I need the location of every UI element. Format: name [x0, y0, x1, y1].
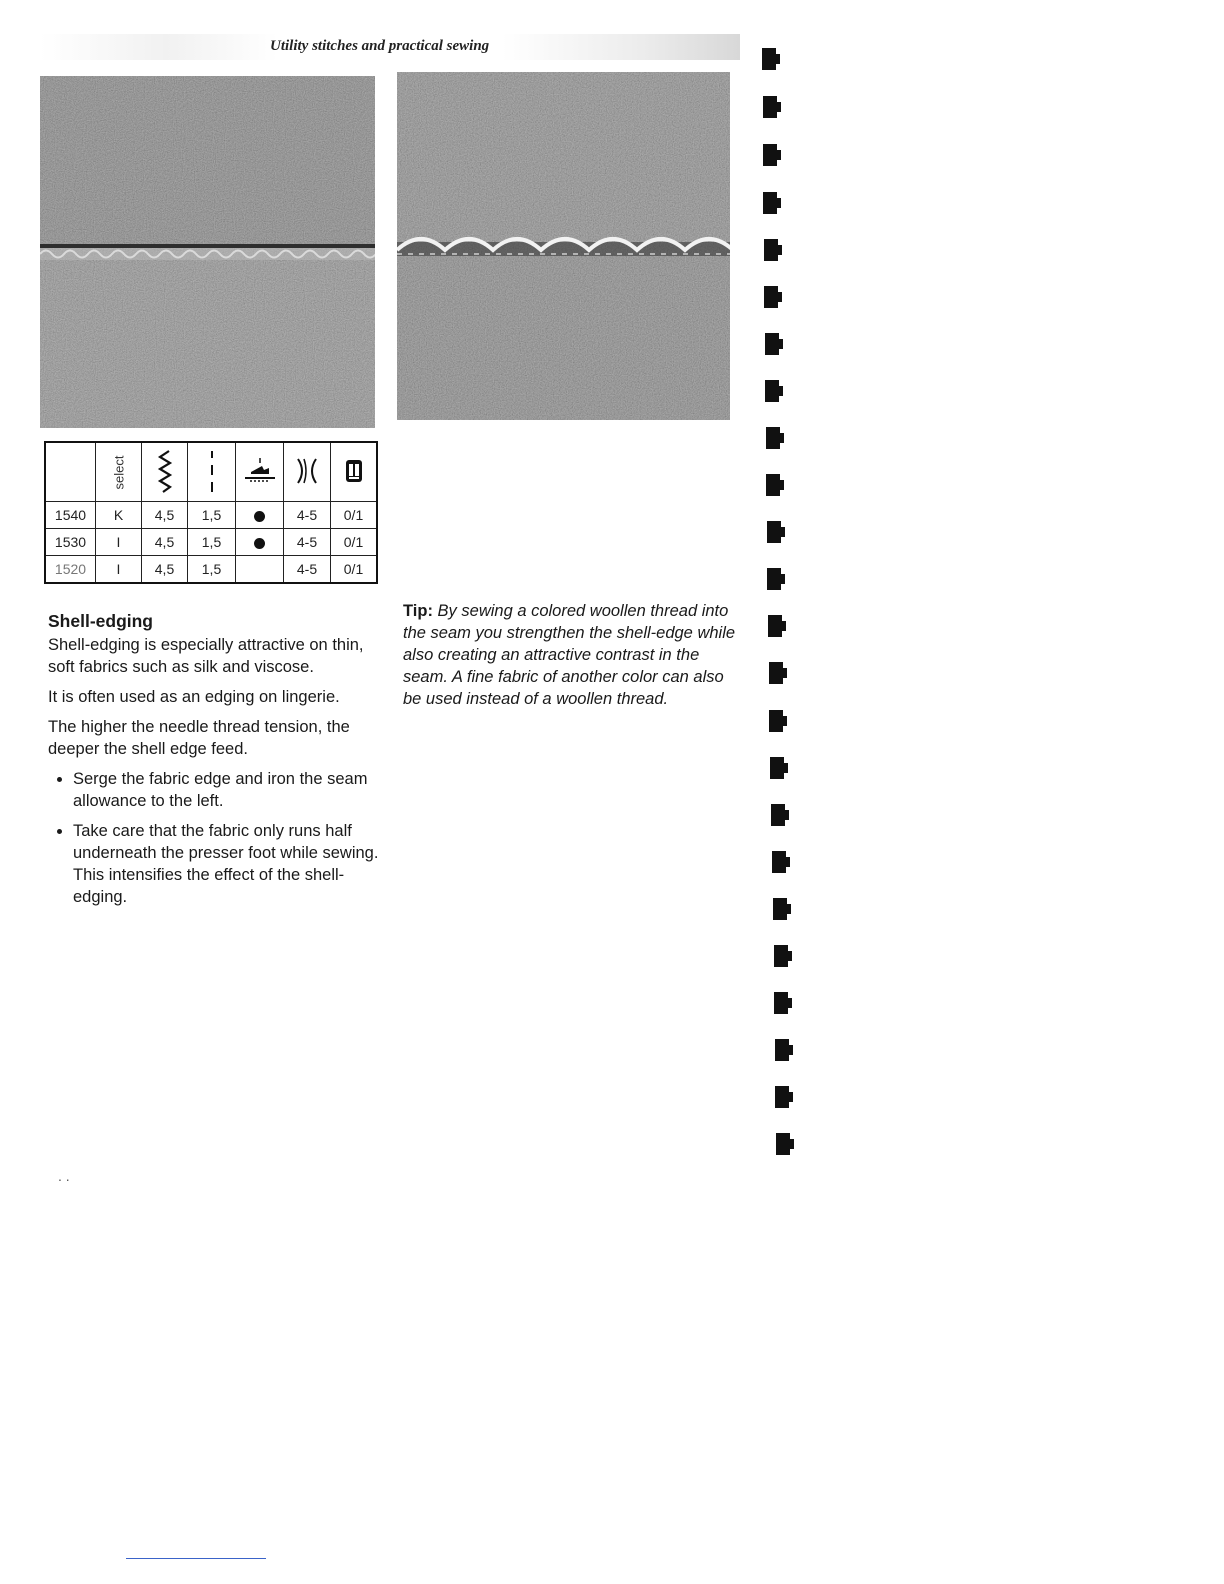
index-tab: [774, 992, 788, 1014]
foot-value: 0/1: [331, 502, 378, 529]
select-header: select: [96, 442, 142, 502]
stitch-length-icon: [188, 442, 236, 502]
stitch-length-value: 1,5: [188, 529, 236, 556]
feed-dot-cell: [236, 502, 284, 529]
section-heading: Shell-edging: [48, 611, 153, 631]
model-number: 1530: [45, 529, 96, 556]
tension-value: 4-5: [284, 502, 331, 529]
stitch-width-value: 4,5: [142, 502, 188, 529]
footer-rule: [126, 1558, 266, 1559]
tip-label: Tip:: [403, 602, 433, 620]
page-header-title: Utility stitches and practical sewing: [270, 38, 490, 54]
tip-text: By sewing a colored woollen thread into the seam you strengthen the shell-edge while also creating an attractive contrast in the seam. A fine fabric of another color can also be used instead of a woollen thread.: [403, 602, 736, 708]
select-value: K: [96, 502, 142, 529]
table-row: [45, 529, 377, 556]
index-tab: [763, 96, 777, 118]
index-tab: [767, 568, 781, 590]
feed-dog-icon: [236, 442, 284, 502]
index-tab: [762, 48, 776, 70]
stray-dots: . .: [58, 1168, 70, 1184]
instruction-list: [48, 768, 388, 908]
feed-dot: [254, 538, 265, 549]
model-number: 1520: [45, 556, 96, 584]
index-tab: [768, 615, 782, 637]
index-tab: [774, 945, 788, 967]
stitch-width-icon: [142, 442, 188, 502]
table-header-row: [45, 442, 377, 502]
index-tab: [765, 333, 779, 355]
feed-empty-cell: [236, 556, 284, 584]
index-tab: [775, 1086, 789, 1108]
index-tab: [765, 380, 779, 402]
foot-value: 0/1: [331, 529, 378, 556]
index-tab: [766, 474, 780, 496]
shell-edging-photo: [397, 72, 730, 420]
feed-dot: [254, 511, 265, 522]
index-tab: [773, 898, 787, 920]
index-tab: [767, 521, 781, 543]
index-tab: [775, 1039, 789, 1061]
tension-value: 4-5: [284, 529, 331, 556]
body-paragraph: The higher the needle thread tension, the deeper the shell edge feed.: [48, 718, 350, 758]
list-item: • Serge the fabric edge and iron the seam allowance to the left.: [73, 768, 388, 812]
index-tab: [771, 804, 785, 826]
left-text-column: [48, 610, 388, 916]
index-tab: [776, 1133, 790, 1155]
body-paragraph: Shell-edging is especially attractive on thin, soft fabrics such as silk and viscose.: [48, 636, 364, 676]
select-value: I: [96, 529, 142, 556]
stitch-width-value: 4,5: [142, 529, 188, 556]
index-tab: [769, 710, 783, 732]
stitch-width-value: 4,5: [142, 556, 188, 584]
index-tab: [764, 239, 778, 261]
select-value: I: [96, 556, 142, 584]
stitch-length-value: 1,5: [188, 502, 236, 529]
index-tab: [763, 144, 777, 166]
table-row: [45, 556, 377, 584]
model-number: 1540: [45, 502, 96, 529]
stitch-length-value: 1,5: [188, 556, 236, 584]
edge-index-tabs: [758, 40, 808, 1170]
table-header-blank: [45, 442, 96, 502]
tip-box: [403, 600, 738, 710]
machine-settings-table: [44, 441, 378, 584]
index-tab: [770, 757, 784, 779]
index-tab: [764, 286, 778, 308]
index-tab: [763, 192, 777, 214]
thread-tension-icon: [284, 442, 331, 502]
body-paragraph: It is often used as an edging on lingerie.: [48, 688, 340, 706]
table-row: [45, 502, 377, 529]
feed-dot-cell: [236, 529, 284, 556]
list-item: • Take care that the fabric only runs half underneath the presser foot while sewing. This intensifies the effect of the shell-edging.: [73, 820, 388, 908]
index-tab: [772, 851, 786, 873]
serged-seam-photo: [40, 76, 375, 428]
presser-foot-icon: [331, 442, 378, 502]
index-tab: [769, 662, 783, 684]
tension-value: 4-5: [284, 556, 331, 584]
foot-value: 0/1: [331, 556, 378, 584]
index-tab: [766, 427, 780, 449]
